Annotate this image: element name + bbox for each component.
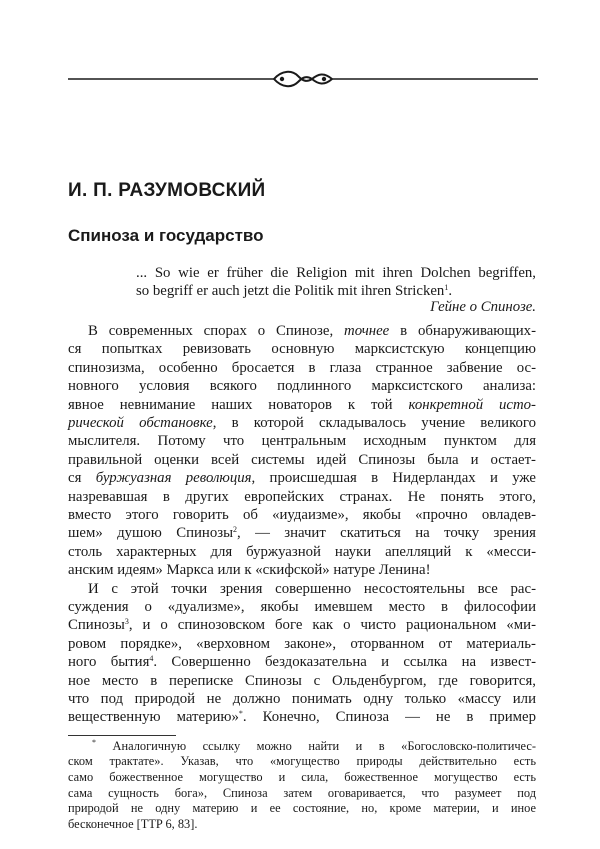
text-line: суждения о «дуализме», якобы имевшем место в философии <box>68 599 536 615</box>
text-line: ся попытках ревизовать основную марксистскую концепцию <box>68 341 536 358</box>
text-line: ровом порядке», «верховном законе», оторванном от материаль- <box>68 635 536 652</box>
footnote-ref: 2 <box>233 525 238 535</box>
text-line: правильной оценки всей системы идей Спинозы была и остает- <box>68 451 536 468</box>
text-line: И с этой точки зрения совершенно несостоятельны все рас- <box>88 580 536 597</box>
footnote-separator <box>68 735 176 736</box>
text-line: ся буржуазная революция, происшедшая в Нидерландах и уже <box>68 470 536 487</box>
text-line: столь характерных для буржуазной науки апелляций к «месси- <box>68 543 536 560</box>
footnote-ref: 3 <box>124 617 129 627</box>
epigraph-attribution: Гейне о Спинозе. <box>430 299 536 315</box>
text-line: мыслителя. Потому что центральным исходным пунктом для <box>68 433 536 450</box>
text-line: ное место в переписке Спинозы с Ольденбургом, где говорится, <box>68 672 536 689</box>
author-name: И. П. РАЗУМОВСКИЙ <box>68 180 266 201</box>
text-line: рической обстановке, в которой складывалось учение великого <box>68 415 536 431</box>
footnote-ref: 4 <box>149 654 154 664</box>
text-line: вместо этого говорить об «иудаизме», якобы «прочно овладев- <box>68 507 536 523</box>
ornament-dot-right <box>322 77 326 81</box>
footnote-ref: * <box>238 709 243 719</box>
text-line: ного бытия$^4$. Совершенно бездоказательна и ссылка на извест- <box>68 654 536 671</box>
text-line: что под природой не должно понимать одну только «массу или <box>68 691 536 707</box>
epigraph-line: so begriff er auch jetzt die Politik mit ihren Stricken$^1$. <box>136 283 453 299</box>
text-line: анским идеям» Маркса или к «скифской» натуре Ленина! <box>68 562 431 579</box>
chapter-title: Спиноза и государство <box>68 226 264 245</box>
footnote-line: сама сущность бога», Спиноза затем оговаривается, что разумеет под <box>68 785 536 800</box>
footnote-line: бесконечное [TTP 6, 83]. <box>68 816 198 831</box>
footnote-line: ском трактате». Указав, что «могущество природы действительно есть <box>68 754 536 769</box>
text-line: Спинозы$^3$, и о спинозовском боге как о чисто рациональном «ми- <box>68 617 536 634</box>
header-ornament-divider <box>68 66 538 92</box>
text-line: В современных спорах о Спинозе, точнее в обнаруживающих- <box>88 323 536 339</box>
text-line: спинозизма, особенно бросается в глаза странное забвение ос- <box>68 359 536 376</box>
text-line: вещественную материю»*. Конечно, Спиноза — не в пример <box>68 709 536 726</box>
footnote-line: само божественное могущество и сила, божественное могущество есть <box>68 770 536 784</box>
footnote-line: природой не одну материю и ее состояние, но, кроме материи, и иное <box>68 801 536 816</box>
text-line: новного условия всякого подлинного марксистского анализа: <box>68 378 536 395</box>
text-line: шем» душою Спинозы$^2$, — значит скатиться на точку зрения <box>68 525 536 542</box>
epigraph-line: ... So wie er früher die Religion mit ihren Dolchen begriffen, <box>136 265 536 281</box>
text-line: явное невнимание наших новаторов к той конкретной истo- <box>68 396 536 413</box>
footnote-ref: 1 <box>444 283 449 292</box>
footnote-line: * Аналогичную ссылку можно найти и в «Богословско-политичес- <box>92 737 536 753</box>
ornament-dot-left <box>280 77 284 81</box>
text-line: назревавшая в других европейских странах. Не понять этого, <box>68 488 536 505</box>
footnote-mark: * <box>92 737 96 747</box>
